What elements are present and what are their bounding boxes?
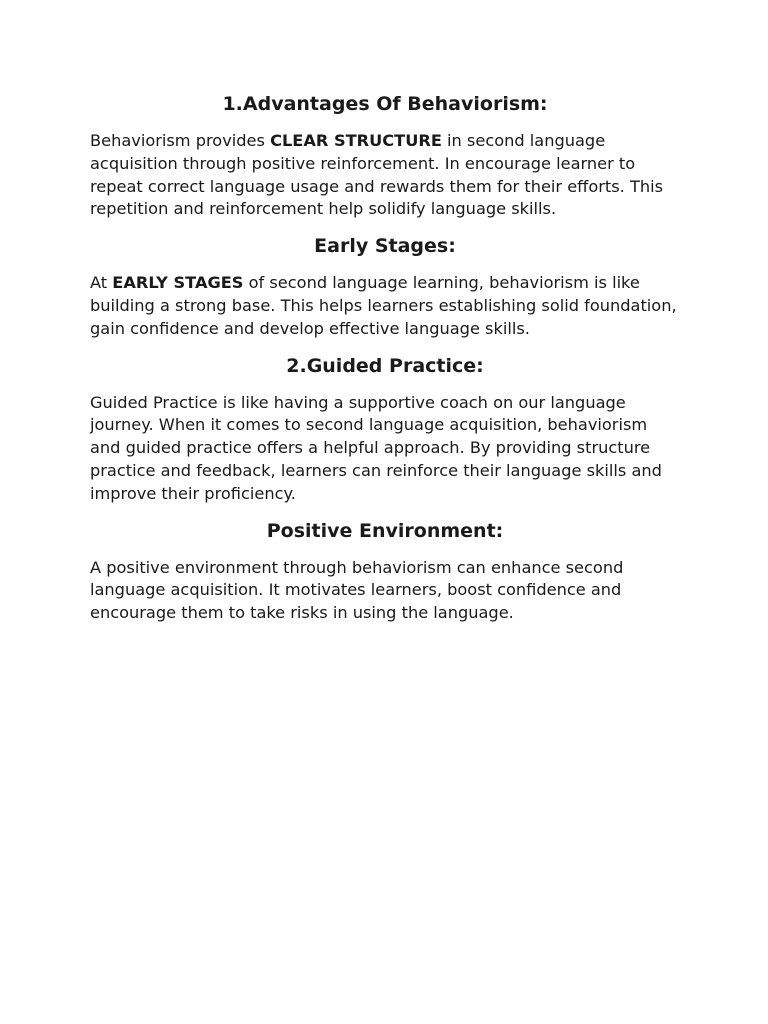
paragraph-text: At bbox=[90, 273, 113, 293]
section-heading-positive-environment: Positive Environment: bbox=[266, 519, 504, 542]
document-page bbox=[90, 90, 680, 636]
emphasis-clear-structure: CLEAR STRUCTURE bbox=[270, 131, 442, 150]
paragraph-text: in second language acquisition through positive reinforcement. In encourage learner to repeat correct language usage and rewards them for their efforts. This repetition and reinforcement help solidify language skills. bbox=[90, 131, 664, 219]
paragraph-positive-environment: A positive environment through behaviorism can enhance second language acquisition. It motivates learners, boost confidence and encourage them to take risks in using the language. bbox=[90, 557, 624, 623]
paragraph-early-stages bbox=[90, 272, 680, 340]
paragraph-text: of second language learning, behaviorism is like building a strong base. This helps learners establishing solid foundation, gain confidence and develop effective language skills. bbox=[90, 273, 677, 338]
paragraph-text: Behaviorism provides bbox=[90, 131, 271, 150]
emphasis-early-stages: EARLY STAGES bbox=[112, 273, 244, 293]
section-heading-early-stages: Early Stages: bbox=[314, 235, 456, 258]
paragraph-guided-practice: Guided Practice is like having a supportive coach on our language journey. When it comes to second language acquisition, behaviorism and guided practice offers a helpful approach. By providing structure practice and feedback, learners can reinforce their language skills and improve their proficiency. bbox=[90, 392, 662, 503]
section-heading-advantages: 1.Advantages Of Behaviorism: bbox=[222, 93, 548, 115]
paragraph-advantages bbox=[90, 130, 680, 221]
section-heading-guided-practice: 2.Guided Practice: bbox=[286, 354, 484, 377]
